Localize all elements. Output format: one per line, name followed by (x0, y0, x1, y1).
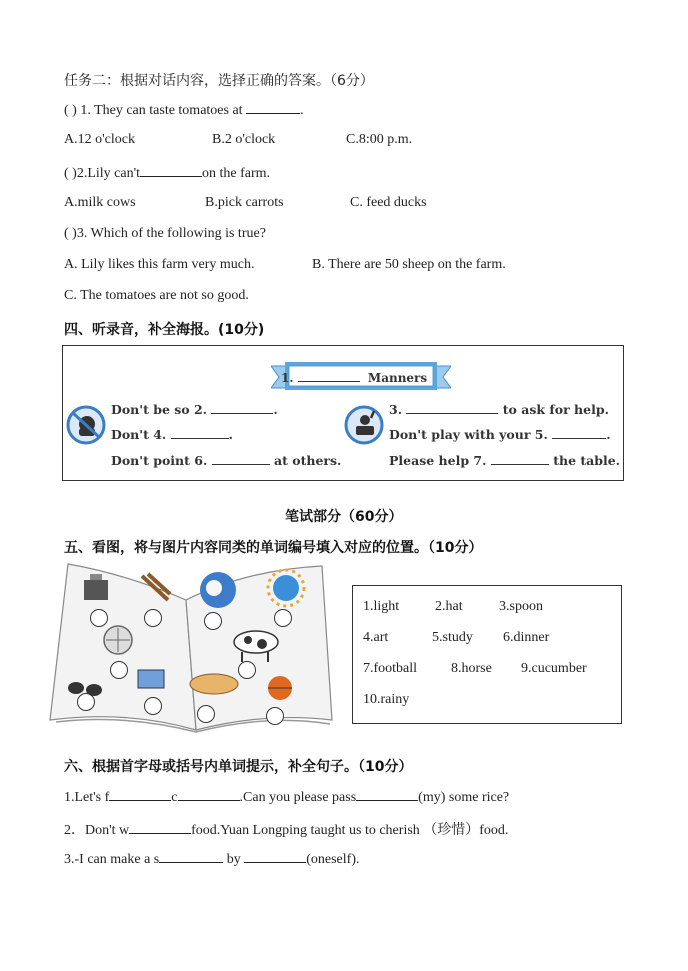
book-icon (138, 670, 164, 688)
answer-circle[interactable] (204, 612, 222, 630)
task2-title: 任务二：根据对话内容，选择正确的答案。（6分） (64, 73, 374, 89)
answer-blank[interactable] (244, 850, 306, 863)
q1-option-c: C.8:00 p.m. (346, 132, 413, 147)
section6-title: 六、根据首字母或括号内单词提示，补全句子。（10分） (64, 759, 413, 775)
poster-blank-2[interactable] (211, 402, 273, 414)
word-item: 3.spoon (499, 599, 543, 614)
answer-blank[interactable] (140, 164, 202, 177)
bread-icon (190, 674, 238, 694)
poster-blank-5[interactable] (552, 427, 606, 439)
answer-circle[interactable] (144, 697, 162, 715)
sun-icon (268, 570, 304, 606)
poster-line-5 (389, 427, 611, 442)
q3-option-c: C. The tomatoes are not so good. (64, 288, 249, 303)
poster-line-3 (389, 402, 609, 417)
word-item: 10.rainy (363, 692, 410, 707)
answer-circle[interactable] (266, 707, 284, 725)
no-noise-icon (65, 404, 107, 446)
q2-option-b: B.pick carrots (205, 195, 284, 210)
poster-text: 3. (389, 402, 403, 417)
sentence-text: 1.Let's f (64, 790, 110, 805)
banner-number: 1. (281, 371, 294, 385)
sentence-text: 2．Don't w (64, 823, 130, 838)
poster-text: Don't be so 2. (111, 402, 208, 417)
q3-option-b: B. There are 50 sheep on the farm. (312, 257, 506, 272)
word-item: 1.light (363, 599, 400, 614)
planet-icon (200, 572, 236, 608)
answer-blank[interactable] (178, 788, 240, 801)
sentence-text: food.Yuan Longping taught us to cherish （珍惜）food. (191, 823, 509, 838)
word-bank (352, 585, 622, 724)
poster-blank-7[interactable] (491, 453, 549, 465)
question-2 (64, 164, 270, 182)
word-item: 7.football (363, 661, 418, 676)
sentence-text: 3.-I can make a s (64, 852, 160, 867)
poster-blank-4[interactable] (171, 427, 229, 439)
answer-circle[interactable] (197, 705, 215, 723)
q1-option-b: B.2 o'clock (212, 132, 276, 147)
poster-text: . (273, 402, 278, 417)
manners-poster (62, 345, 624, 481)
sentence-text: (my) some rice? (418, 790, 510, 805)
sentence-text: .Can you please pass (239, 790, 357, 805)
word-item: 9.cucumber (521, 661, 587, 676)
word-item: 6.dinner (503, 630, 550, 645)
poster-text: to ask for help. (502, 402, 609, 417)
poster-line-6 (111, 453, 341, 468)
raise-hand-icon (343, 404, 385, 446)
q2-option-a: A.milk cows (64, 195, 136, 210)
section5-title: 五、看图，将与图片内容同类的单词编号填入对应的位置。（10分） (64, 540, 483, 556)
answer-blank[interactable] (109, 788, 171, 801)
answer-blank[interactable] (246, 101, 300, 114)
question-1-end: . (300, 103, 304, 118)
answer-blank[interactable] (129, 821, 191, 834)
sentence-text: c (171, 790, 178, 805)
answer-circle[interactable] (110, 661, 128, 679)
poster-blank-3[interactable] (406, 402, 498, 414)
sentence-3 (64, 850, 360, 868)
poster-line-7 (389, 453, 620, 468)
answer-circle[interactable] (238, 661, 256, 679)
poster-blank-1[interactable] (298, 370, 360, 382)
answer-circle[interactable] (77, 693, 95, 711)
question-2-end: on the farm. (202, 166, 271, 181)
poster-text: Don't play with your 5. (389, 427, 548, 442)
sentence-2 (64, 819, 508, 839)
poster-text: Don't 4. (111, 427, 167, 442)
poster-blank-6[interactable] (212, 453, 270, 465)
fan-icon (104, 626, 132, 654)
word-item: 5.study (432, 630, 473, 645)
poster-text: . (228, 427, 233, 442)
answer-circle[interactable] (274, 609, 292, 627)
question-1-text: ( ) 1. They can taste tomatoes at (64, 103, 243, 118)
sentence-1 (64, 788, 509, 806)
poster-text: . (606, 427, 611, 442)
word-item: 8.horse (451, 661, 492, 676)
sentence-text: by (226, 852, 241, 867)
answer-circle[interactable] (90, 609, 108, 627)
answer-blank[interactable] (159, 850, 223, 863)
banner-text (281, 370, 427, 385)
written-part-title: 笔试部分（60分） (285, 509, 403, 525)
answer-blank[interactable] (356, 788, 418, 801)
poster-line-2 (111, 402, 278, 417)
q2-option-c: C. feed ducks (350, 195, 427, 210)
poster-text: at others. (274, 453, 342, 468)
poster-text: Please help 7. (389, 453, 487, 468)
q1-option-a: A.12 o'clock (64, 132, 135, 147)
question-1 (64, 101, 304, 119)
section4-title: 四、听录音，补全海报。(10分) (64, 322, 265, 338)
basketball-icon (268, 676, 292, 700)
poster-text: Don't point 6. (111, 453, 208, 468)
question-3: ( )3. Which of the following is true? (64, 226, 266, 241)
poster-line-4 (111, 427, 233, 442)
word-item: 2.hat (435, 599, 463, 614)
answer-circle[interactable] (144, 609, 162, 627)
poster-text: the table. (553, 453, 621, 468)
question-2-text: ( )2.Lily can't (64, 166, 140, 181)
q3-option-a: A. Lily likes this farm very much. (64, 257, 255, 272)
sentence-text: (oneself). (306, 852, 360, 867)
word-item: 4.art (363, 630, 389, 645)
banner-word: Manners (367, 371, 428, 385)
